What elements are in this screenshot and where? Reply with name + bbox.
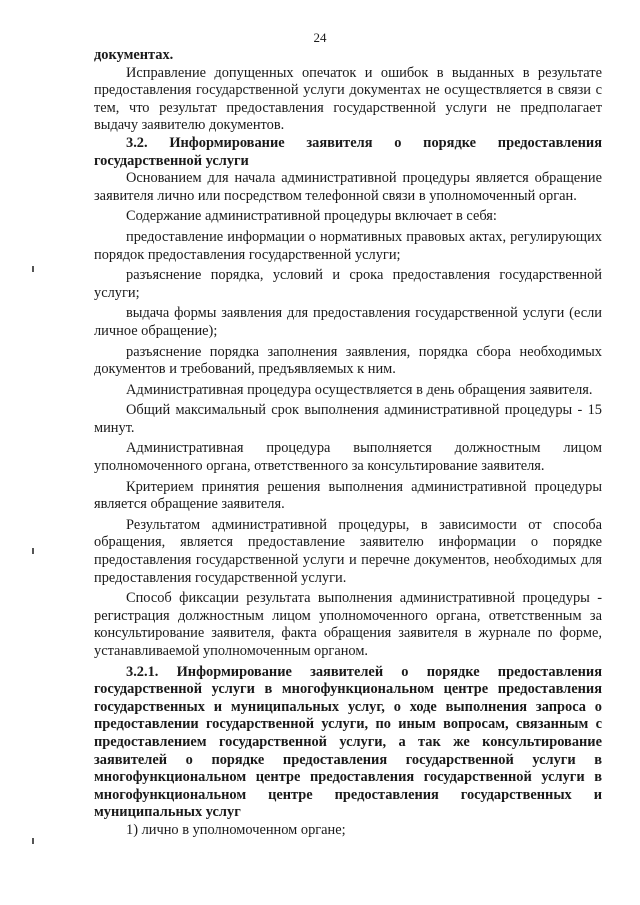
list-item: 1) лично в уполномоченном органе; [126,821,346,838]
paragraph-9: Административная процедура осуществляется в день обращения заявителя. [126,381,593,398]
section-heading-3-2-1: 3.2.1. Информирование заявителей о порядке предоставления государственной услуги в многофункциональном центре предоставления государственных и муниципальных услуг, о ходе выполнения запроса о предоставлении государственной услуги, по иным вопросам, связанным с предоставлением государственной услуги, а так же консультирование заявителей о порядке предоставления государственной услуги в многофункциональном центре предоставления государственной услуги в многофункциональном центре предоставления государственных и муниципальных услуг [94,663,602,821]
margin-mark [32,548,34,554]
list-item: выдача формы заявления для предоставления государственной услуги (если личное обращение); [94,305,602,339]
paragraph-10: Общий максимальный срок выполнения административной процедуры - 15 минут. [94,402,602,436]
paragraph-0: документах. [94,47,174,63]
paragraph-11: Административная процедура выполняется должностным лицом уполномоченного органа, ответственного за консультирование заявителя. [94,440,602,475]
list-item: разъяснение порядка заполнения заявления, порядка сбора необходимых документов и требований, предъявляемых к ним. [94,343,602,378]
margin-mark [32,266,34,272]
paragraph-12: Критерием принятия решения выполнения административной процедуры является обращение заявителя. [94,478,602,513]
paragraph-4: Содержание административной процедуры включает в себя: [126,208,497,225]
paragraph-3: Основанием для начала административной процедуры является обращение заявителя лично или посредством телефонной связи в уполномоченный орган. [94,170,602,204]
list-item: разъяснение порядка, условий и срока предоставления государственной услуги; [94,267,602,301]
section-heading-3-2: 3.2. Информирование заявителя о порядке предоставления государственной услуги [94,134,602,169]
margin-mark [32,838,34,844]
list-item: предоставление информации о нормативных правовых актах, регулирующих порядок предоставления государственной услуги; [94,228,602,263]
page-number: 24 [313,30,327,45]
paragraph-14: Способ фиксации результата выполнения административной процедуры - регистрация должностным лицом уполномоченного органа, ответственным за консультирование заявителя, факта обращения заявителя в журнале по форме, устанавливаемой уполномоченным органом. [94,590,602,659]
paragraph-1: Исправление допущенных опечаток и ошибок в выданных в результате предоставления государственной услуги документах не осуществляется в связи с тем, что результат предоставления государственной услуги не предполагает выдачу заявителю документов. [94,64,602,134]
document-body [94,47,602,840]
paragraph-13: Результатом административной процедуры, в зависимости от способа обращения, является предоставление заявителю информации о порядке предоставления государственной услуги и перечне документов, необходимых для предоставления государственной услуги. [94,516,602,586]
